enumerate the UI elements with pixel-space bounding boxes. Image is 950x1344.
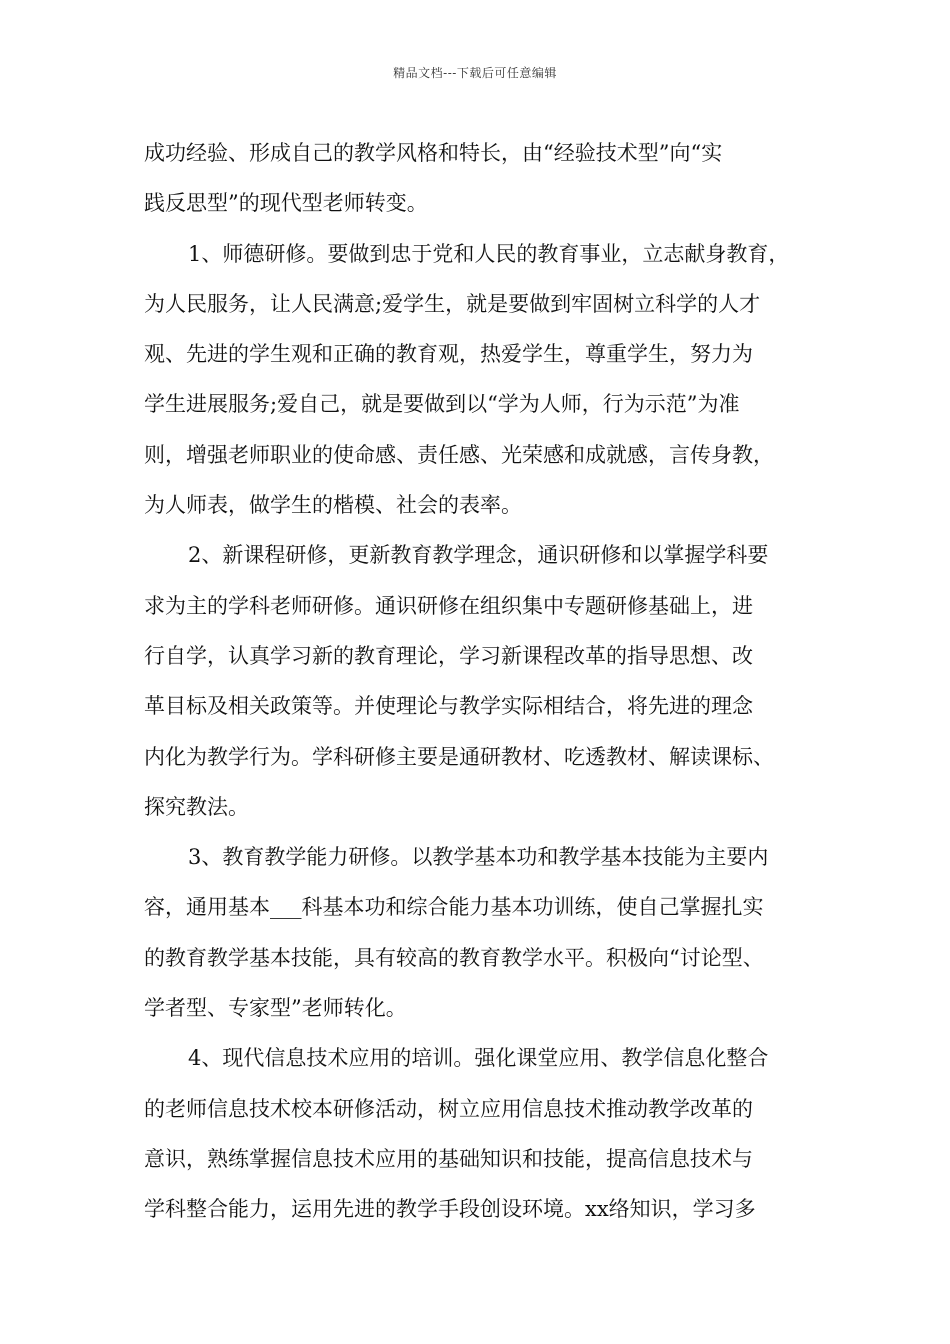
text-line: 的教育教学基本技能，具有较高的教育教学水平。积极向“讨论型、: [144, 945, 764, 970]
text-line: 3、教育教学能力研修。以教学基本功和教学基本技能为主要内: [188, 845, 769, 870]
text-line: 成功经验、形成自己的教学风格和特长，由“经验技术型”向“实: [144, 141, 723, 165]
text-line: 容，通用基本___科基本功和综合能力基本功训练，使自己掌握扎实: [144, 895, 764, 920]
text-line: 1、师德研修。要做到忠于党和人民的教育事业，立志献身教育，: [188, 241, 790, 266]
text-line: 2、新课程研修，更新教育教学理念，通识研修和以掌握学科要: [188, 543, 769, 568]
paragraph-continuation: [144, 128, 824, 229]
text-line: 革目标及相关政策等。并使理论与教学实际相结合，将先进的理念: [144, 694, 753, 719]
document-body: [144, 128, 824, 1235]
text-line: 的老师信息技术校本研修活动，树立应用信息技术推动教学改革的: [144, 1096, 753, 1121]
text-line: 践反思型”的现代型老师转变。: [144, 191, 428, 216]
text-line: 学生进展服务;爱自己，就是要做到以“学为人师，行为示范”为准: [144, 392, 740, 417]
text-line: 观、先进的学生观和正确的教育观，热爱学生，尊重学生，努力为: [144, 342, 753, 367]
paragraph-teaching-ability: [144, 832, 824, 1033]
text-line: 则，增强老师职业的使命感、责任感、光荣感和成就感，言传身教，: [144, 442, 774, 467]
text-line: 意识，熟练掌握信息技术应用的基础知识和技能，提高信息技术与: [144, 1146, 753, 1171]
text-line: 4、现代信息技术应用的培训。强化课堂应用、教学信息化整合: [188, 1046, 769, 1071]
text-line: 为人民服务，让人民满意;爱学生，就是要做到牢固树立科学的人才: [144, 291, 761, 316]
text-line: 求为主的学科老师研修。通识研修在组织集中专题研修基础上，进: [144, 593, 753, 618]
text-line: 探究教法。: [144, 794, 249, 819]
text-line: 内化为教学行为。学科研修主要是通研教材、吃透教材、解读课标、: [144, 744, 774, 769]
text-line: 为人师表，做学生的楷模、社会的表率。: [144, 493, 522, 518]
text-line: 行自学，认真学习新的教育理论，学习新课程改革的指导思想、改: [144, 643, 753, 668]
page-header: 精品文档---下载后可任意编辑: [393, 66, 557, 80]
paragraph-teacher-ethics: [144, 229, 824, 531]
paragraph-new-curriculum: [144, 530, 824, 832]
text-line: 学科整合能力，运用先进的教学手段创设环境。xx络知识，学习多: [144, 1197, 756, 1222]
text-line: 学者型、专家型”老师转化。: [144, 996, 407, 1021]
paragraph-info-technology: [144, 1033, 824, 1234]
